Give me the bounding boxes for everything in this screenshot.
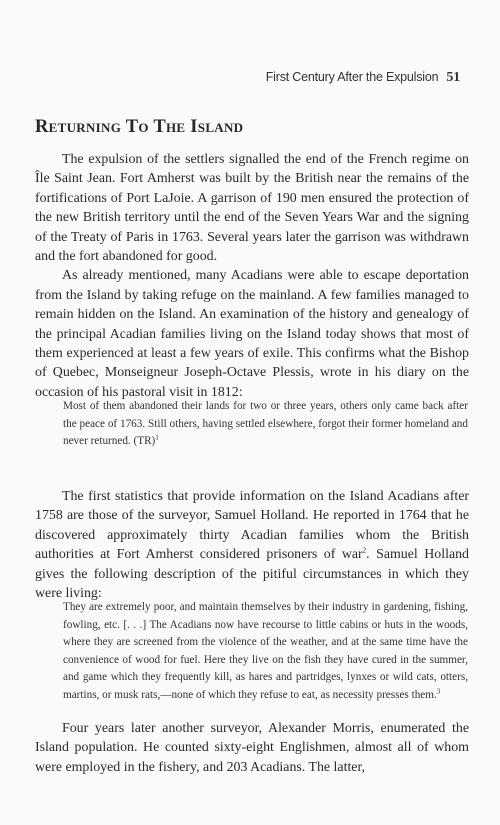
paragraph-1: The expulsion of the settlers signalled the end of the French regime on Île Saint Jean. Fort Amherst was built by the British near the remains of the fortifications of Port LaJoie. A garrison of 190 men ensured the protection of the new British territory until the end of the Seven Years War and the signing of the Treaty of Paris in 1763. Several years later the garrison was withdrawn and the fort abandoned for good. bbox=[35, 152, 469, 265]
block-quote-content: They are extremely poor, and maintain themselves by their industry in gardening, fishing, fowling, etc. [. . .] The Acadians now have recourse to little cabins or huts in the woods, where they are screened from the violence of the weather, and at the same time have the convenience of wood for fuel. Here they live on the fish they have cured in the summer, and game which they frequently kill, as hares and partridges, lynxes or wild cats, otters, martins, or musk rats,—none of which they refuse to eat, as necessity presses them. bbox=[63, 601, 468, 701]
section-heading: Returning To The Island bbox=[35, 117, 244, 137]
paragraph-2: As already mentioned, many Acadians were able to escape deportation from the Island by taking refuge on the mainland. A few families managed to remain hidden on the Island. An examination of the history and genealogy of the principal Acadian families living on the Island today shows that most of them experienced at least a few years of exile. This confirms what the Bishop of Quebec, Monseigneur Joseph-Octave Plessis, wrote in his diary on the occasion of his pastoral visit in 1812: bbox=[35, 268, 469, 400]
paragraph-3-cont: Samuel Holland gives the following description of the pitiful circumstances in which they were living: bbox=[35, 547, 469, 602]
block-quote-content: Most of them abandoned their lands for two or three years, others only came back after the peace of 1763. Still others, having settled elsewhere, forgot their former homeland and never returned. (TR) bbox=[63, 400, 468, 448]
footnote-ref-2: 2 bbox=[362, 546, 367, 555]
block-quote-text bbox=[63, 398, 468, 451]
body-block-1 bbox=[35, 150, 469, 402]
paragraph-4: Four years later another surveyor, Alexander Morris, enumerated the Island population. He counted sixty-eight Englishmen, almost all of whom were employed in the fishery, and 203 Acadians. The latter, bbox=[35, 721, 469, 775]
paragraph-3: The first statistics that provide information on the Island Acadians after 1758 are those of the surveyor, Samuel Holland. He reported in 1764 that he discovered approximately thirty Acadian families whom the British authorities at Fort Amherst considered prisoners of war$^2$. Samuel Holland gives the following description of the pitiful circumstances in which they were living: bbox=[35, 489, 469, 602]
footnote-ref-3: 3 bbox=[436, 687, 441, 696]
block-quote-plessis bbox=[63, 398, 468, 451]
paragraph-3-text: The first statistics that provide information on the Island Acadians after 1758 are those of the surveyor, Samuel Holland. He reported in 1764 that he discovered approximately thirty Acadian families whom the British authorities at Fort Amherst considered prisoners of war bbox=[35, 489, 469, 563]
running-head bbox=[266, 70, 460, 86]
running-head-title: First Century After the Expulsion bbox=[265, 70, 439, 84]
block-quote-holland bbox=[63, 599, 468, 705]
block-quote-text bbox=[63, 599, 468, 705]
footnote-ref-1: 1 bbox=[155, 433, 159, 442]
body-block-3 bbox=[35, 719, 469, 777]
page-number: 51 bbox=[446, 70, 460, 85]
body-block-2 bbox=[35, 487, 469, 603]
